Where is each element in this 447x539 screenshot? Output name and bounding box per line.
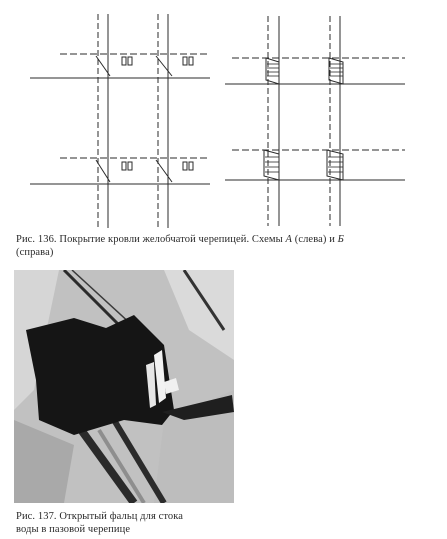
caption-line-1: Рис. 137. Открытый фальц для стока [16, 511, 184, 522]
caption-left: (слева) и [294, 234, 335, 245]
scheme-b [225, 16, 405, 226]
figure-136-diagram [0, 0, 447, 232]
figure-137-photo [14, 270, 234, 503]
figure-136-caption [16, 233, 436, 259]
caption-line-2: воды в пазовой черепице [16, 524, 131, 535]
caption-text: Покрытие кровли желобчатой черепицей. Схемы [59, 234, 283, 245]
scheme-a-label: А [285, 234, 292, 245]
scheme-b-label: Б [337, 234, 344, 245]
caption-prefix: Рис. 136. [16, 234, 57, 245]
figure-137-caption [16, 510, 241, 536]
scheme-a [30, 14, 210, 228]
caption-right: (справа) [16, 247, 54, 258]
